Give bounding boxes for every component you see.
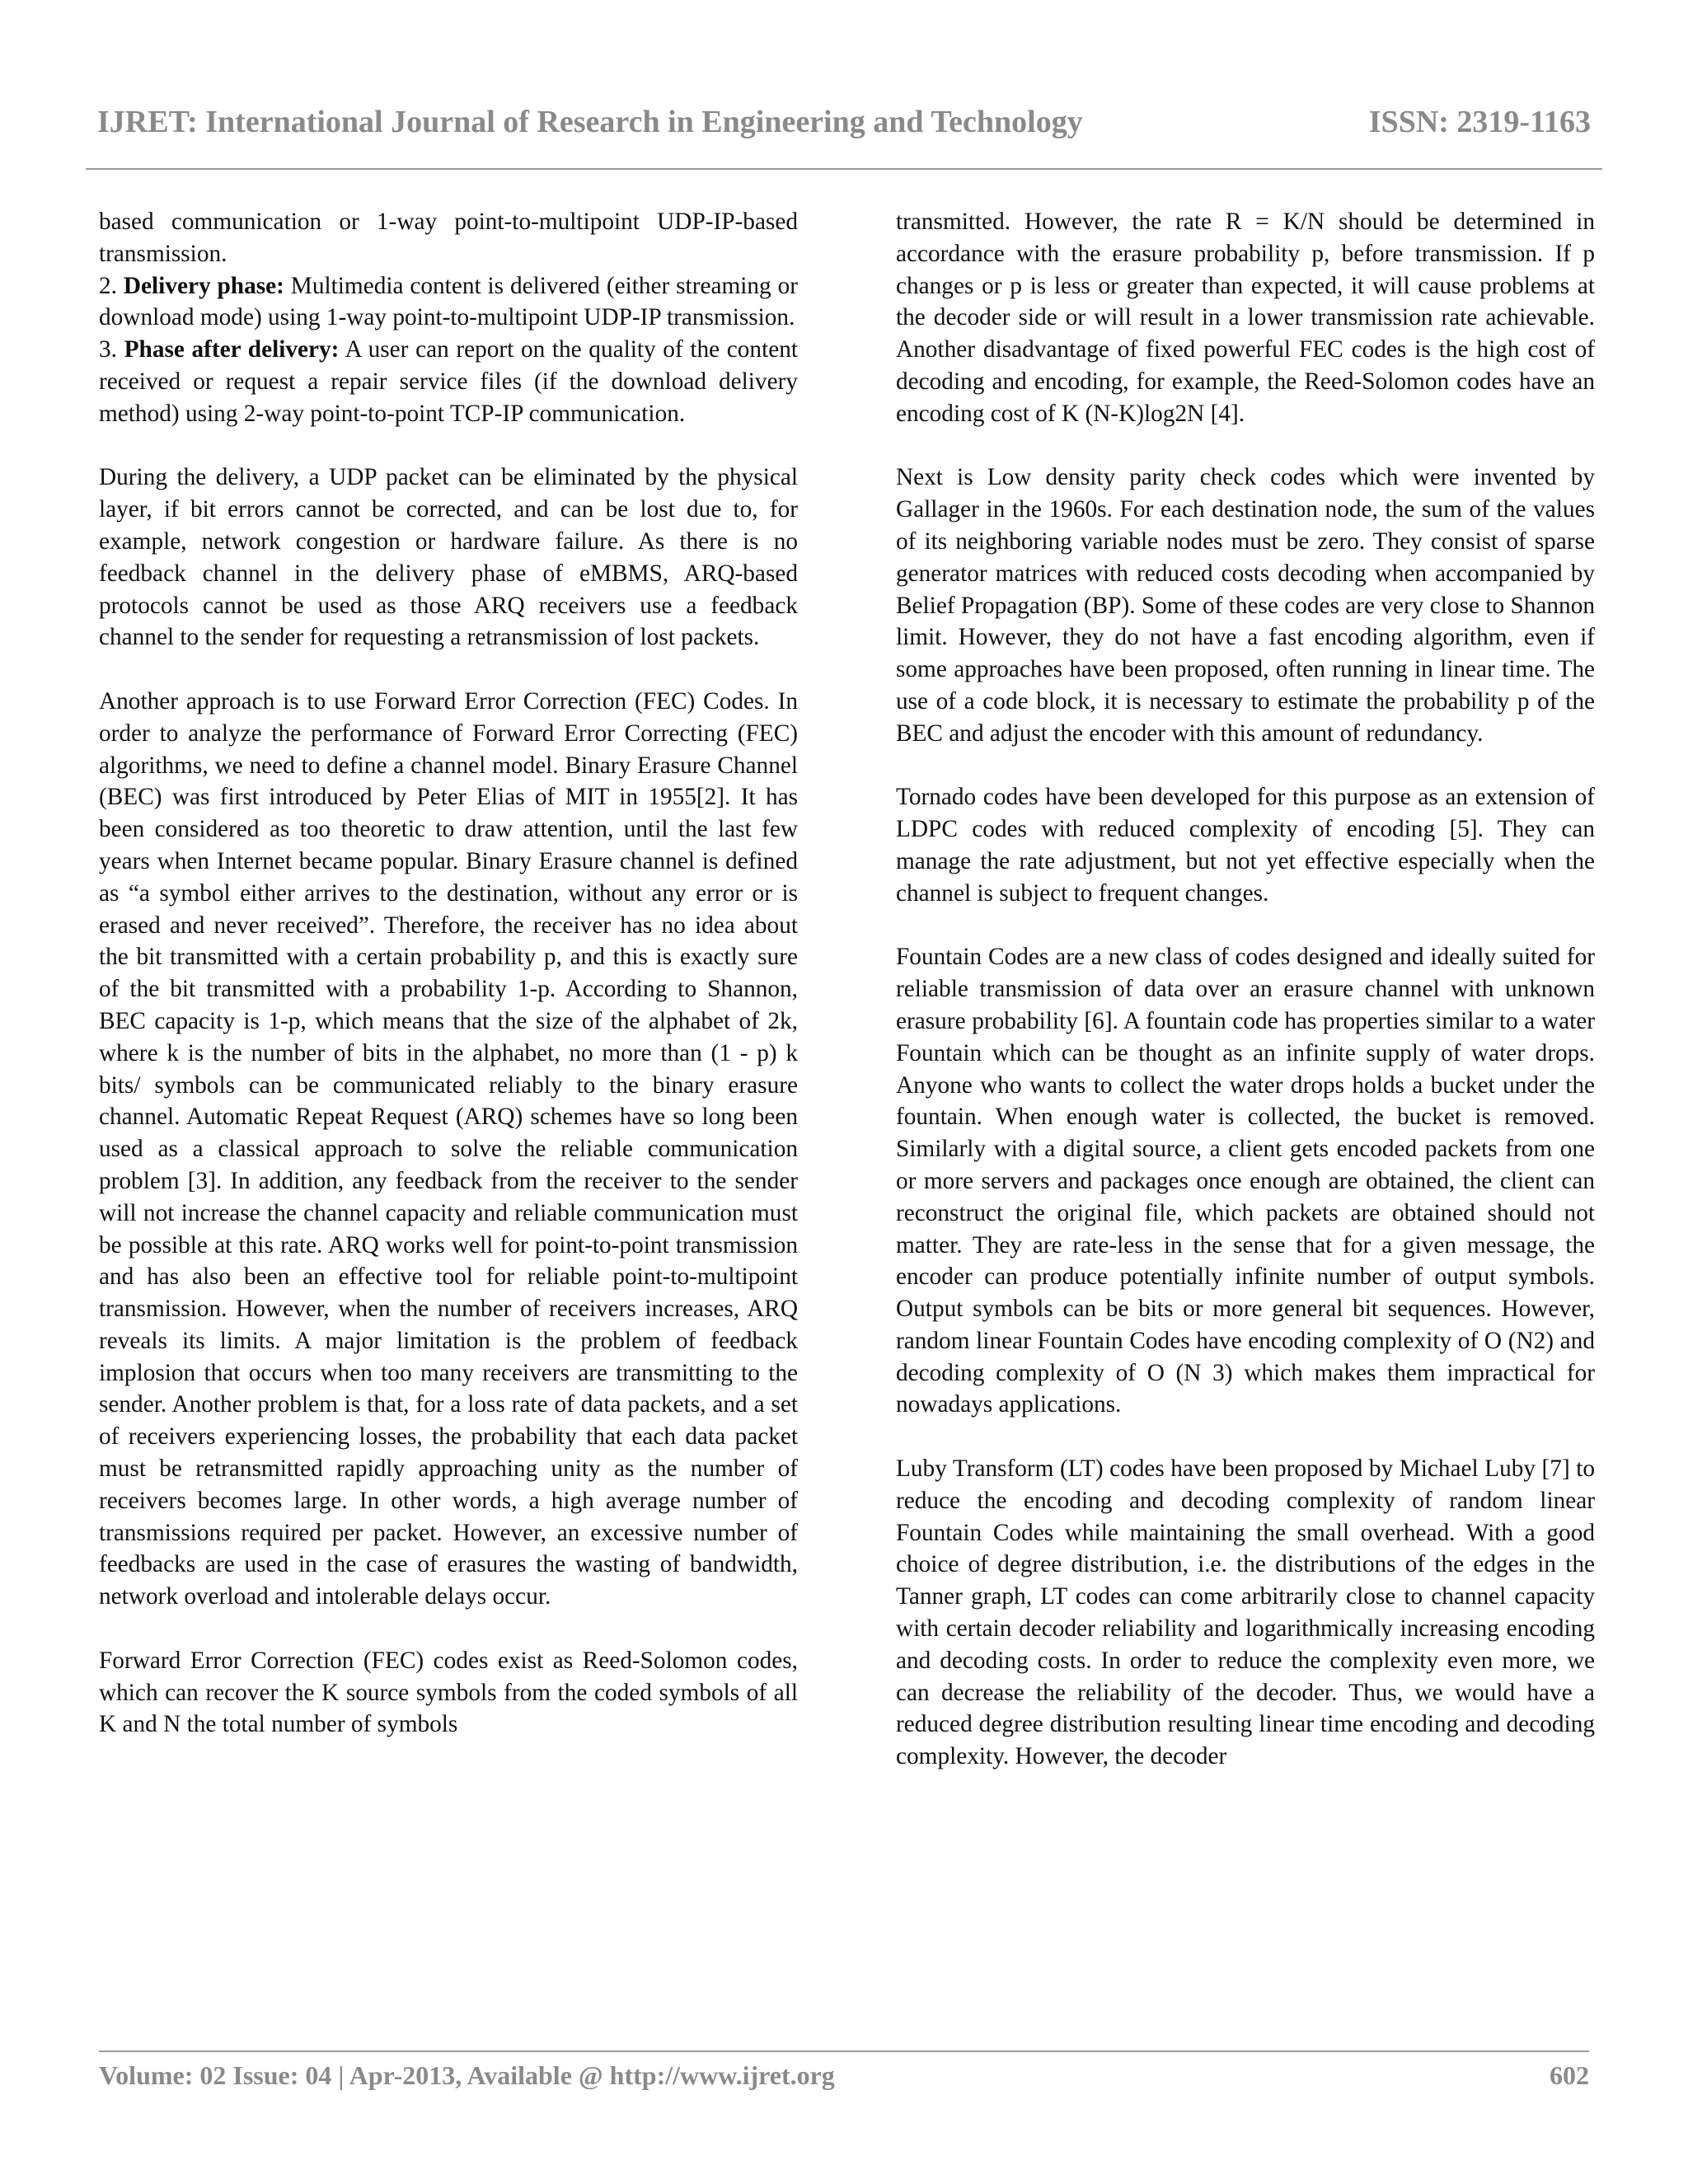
list-item-label: Phase after delivery: [124,336,340,363]
list-number: 2. [99,272,117,299]
paragraph: transmitted. However, the rate R = K/N should be determined in accordance with the erasure probability p, before transmission. If p changes or p is less or greater than expected, it will cause problems at the decoder side or will result in a lower transmission rate achievable. Another disadvantage of fixed powerful FEC codes is the high cost of decoding and encoding, for example, the Reed-Solomon codes have an encoding cost of K (N-K)log2N [4]. [896,209,1595,427]
page-number: 602 [1550,2060,1589,2090]
paragraph: Luby Transform (LT) codes have been proposed by Michael Luby [7] to reduce the encoding and decoding complexity of random linear Fountain Codes while maintaining the small overhead. With a good choice of degree distribution, i.e. the distributions of the edges in the Tanner graph, LT codes can come arbitrarily close to channel capacity with certain decoder reliability and logarithmically increasing encoding and decoding costs. In order to reduce the complexity even more, we can decrease the reliability of the decoder. Thus, we would have a reduced degree distribution resulting linear time encoding and decoding complexity. However, the decoder [896,1455,1595,1770]
journal-title: IJRET: International Journal of Research in Engineering and Technology [97,105,1083,139]
page-header [97,97,1591,147]
paragraph: Next is Low density parity check codes which were invented by Gallager in the 1960s. For each destination node, the sum of the values of its neighboring variable nodes must be zero. They consist of sparse generator matrices with reduced costs decoding when accompanied by Belief Propagation (BP). Some of these codes are very close to Shannon limit. However, they do not have a fast encoding algorithm, even if some approaches have been proposed, often running in linear time. The use of a code block, it is necessary to estimate the probability p of the BEC and adjust the encoder with this amount of redundancy. [896,464,1595,747]
footer-divider [99,2050,1589,2052]
volume-info: Volume: 02 Issue: 04 | Apr-2013, Available @ http://www.ijret.org [99,2060,835,2090]
left-column [99,206,798,1741]
paragraph: Forward Error Correction (FEC) codes exist as Reed-Solomon codes, which can recover the K source symbols from the coded symbols of all K and N the total number of symbols [99,1647,798,1738]
list-number: 3. [99,336,117,363]
paragraph: Another approach is to use Forward Error Correction (FEC) Codes. In order to analyze the performance of Forward Error Correcting (FEC) algorithms, we need to define a channel model. Binary Erasure Channel (BEC) was first introduced by Peter Elias of MIT in 1955[2]. It has been considered as too theoretic to draw attention, until the last few years when Internet became popular. Binary Erasure channel is defined as “a symbol either arrives to the destination, without any error or is erased and never received”. Therefore, the receiver has no idea about the bit transmitted with a certain probability p, and this is exactly sure of the bit transmitted with a probability 1-p. According to Shannon, BEC capacity is 1-p, which means that the size of the alphabet of 2k, where k is the number of bits in the alphabet, no more than (1 - p) k bits/ symbols can be communicated reliably to the binary erasure channel. Automatic Repeat Request (ARQ) schemes have so long been used as a classical approach to solve the reliable communication problem [3]. In addition, any feedback from the receiver to the sender will not increase the channel capacity and reliable communication must be possible at this rate. ARQ works well for point-to-point transmission and has also been an effective tool for reliable point-to-multipoint transmission. However, when the number of receivers increases, ARQ reveals its limits. A major limitation is the problem of feedback implosion that occurs when too many receivers are transmitting to the sender. Another problem is that, for a loss rate of data packets, and a set of receivers experiencing losses, the probability that each data packet must be retransmitted rapidly approaching unity as the number of receivers becomes large. In other words, a high average number of transmissions required per packet. However, an excessive number of feedbacks are used in the case of erasures the wasting of bandwidth, network overload and intolerable delays occur. [99,687,798,1610]
page-footer [99,2055,1589,2095]
issn: ISSN: 2319-1163 [1368,105,1591,139]
header-divider [86,168,1602,170]
paragraph: During the delivery, a UDP packet can be eliminated by the physical layer, if bit errors cannot be corrected, and can be lost due to, for example, network congestion or hardware failure. As there is no feedback channel in the delivery phase of eMBMS, ARQ-based protocols cannot be used as those ARQ receivers use a feedback channel to the sender for requesting a retransmission of lost packets. [99,464,798,651]
right-column [896,206,1595,1773]
paragraph: Fountain Codes are a new class of codes designed and ideally suited for reliable transmission of data over an erasure channel with unknown erasure probability [6]. A fountain code has properties similar to a water Fountain which can be thought as an infinite supply of water drops. Anyone who wants to collect the water drops holds a bucket under the fountain. When enough water is collected, the bucket is removed. Similarly with a digital source, a client gets encoded packets from one or more servers and packages once enough are obtained, the client can reconstruct the original file, which packets are obtained should not matter. They are rate-less in the sense that for a given message, the encoder can produce potentially infinite number of output symbols. Output symbols can be bits or more general bit sequences. However, random linear Fountain Codes have encoding complexity of O (N2) and decoding complexity of O (N 3) which makes them impractical for nowadays applications. [896,944,1595,1418]
list-item-delivery-phase [99,270,798,335]
list-item-phase-after-delivery [99,334,798,429]
list-item-label: Delivery phase: [123,272,284,299]
list-item-text: Multimedia content is delivered (either streaming or download mode) using 1-way point-to-multipoint UDP-IP transmission. [99,272,798,331]
paragraph: Tornado codes have been developed for this purpose as an extension of LDPC codes with reduced complexity of encoding [5]. They can manage the rate adjustment, but not yet effective especially when the channel is subject to frequent changes. [896,784,1595,907]
list-item-text: A user can report on the quality of the content received or request a repair service files (if the download delivery method) using 2-way point-to-point TCP-IP communication. [99,336,799,427]
paragraph: based communication or 1-way point-to-multipoint UDP-IP-based transmission. [99,209,798,267]
